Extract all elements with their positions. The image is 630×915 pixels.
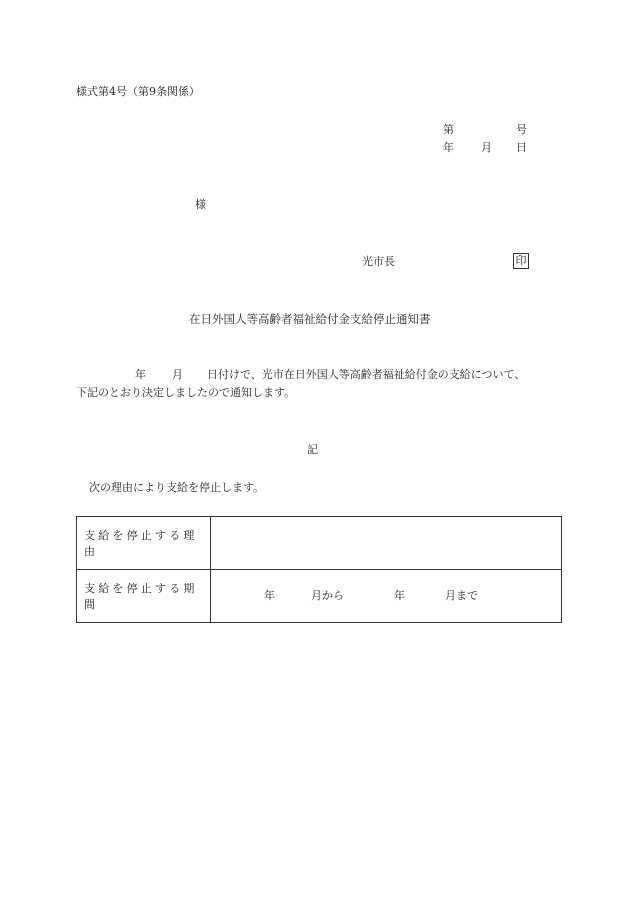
period-year-from: 年 [264,589,275,602]
ki-heading: 記 [307,443,318,456]
intro-text: 次の理由により支給を停止します。 [89,481,265,494]
details-table [76,516,562,623]
body-line2: 下記のとおり決定しましたので通知します。 [76,386,296,399]
body-year: 年 [135,368,146,381]
date-year: 年 [443,141,454,154]
period-month-from: 月から [311,589,344,602]
body-line1: 日付けで、光市在日外国人等高齢者福祉給付金の支給について、 [207,368,526,381]
recipient-suffix: 様 [195,198,206,211]
body-month: 月 [172,368,183,381]
seal-stamp: 印 [513,253,529,269]
date-day: 日 [516,141,527,154]
table-row [77,570,562,623]
document-title: 在日外国人等高齢者福祉給付金支給停止通知書 [189,312,431,326]
period-month-to: 月まで [445,589,478,602]
table-row [77,517,562,570]
period-label: 支給を停止する期間 [77,570,211,623]
issuer: 光市長 [362,255,395,268]
period-value [211,570,562,623]
doc-number-dai: 第 [443,123,454,136]
form-number: 様式第4号（第9条関係） [76,85,200,98]
reason-value [211,517,562,570]
period-year-to: 年 [394,589,405,602]
date-month: 月 [481,141,492,154]
reason-label: 支給を停止する理由 [77,517,211,570]
doc-number-go: 号 [516,123,527,136]
